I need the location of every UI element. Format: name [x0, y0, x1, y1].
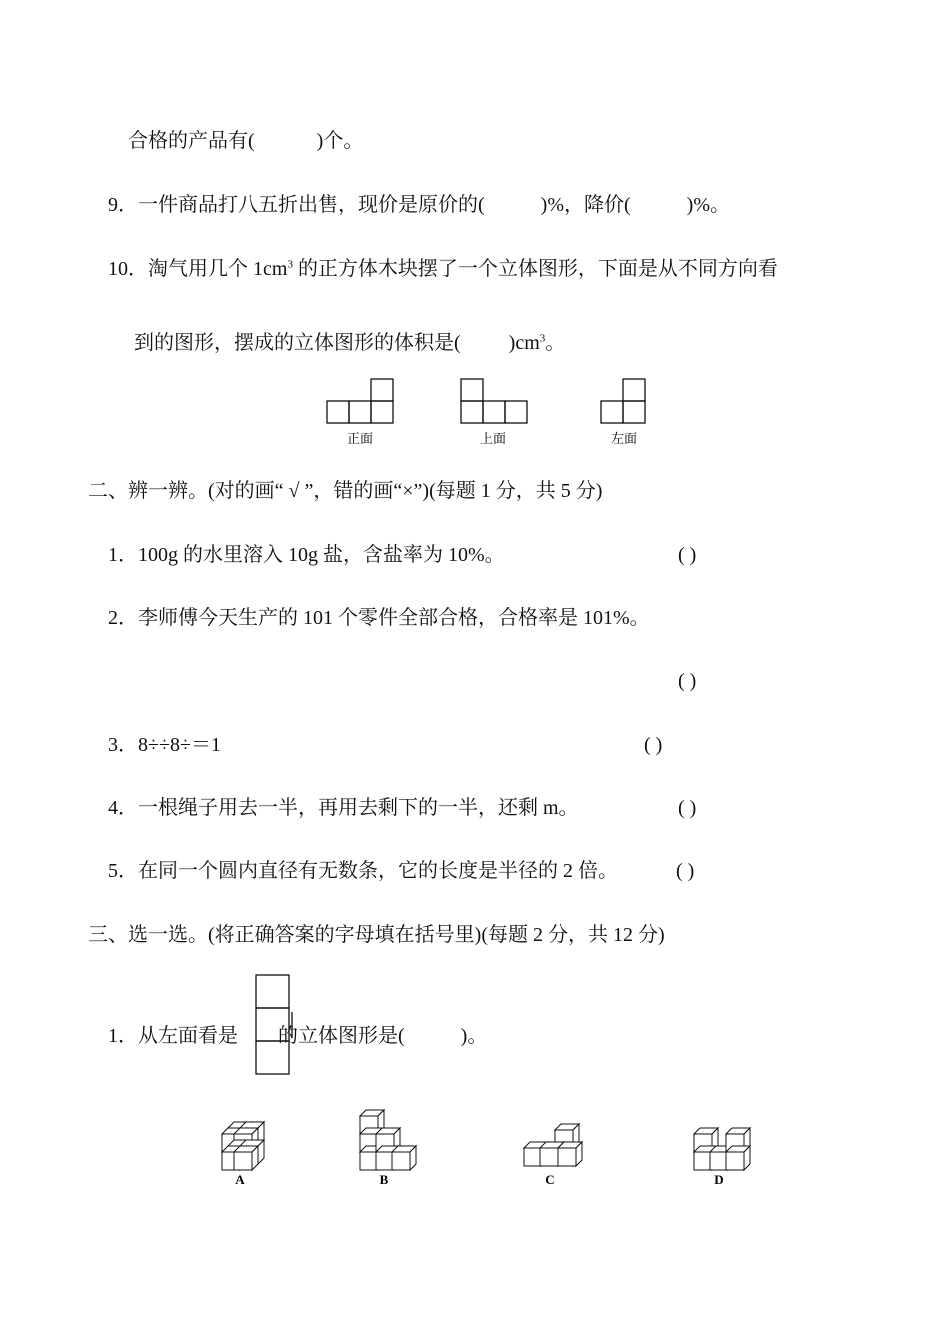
view-label-top: 上面 [479, 432, 507, 447]
question-10-line2: 到的图形，摆成的立体图形的体积是( )$cm^3$。 [134, 332, 566, 354]
question-10-line1: 10．淘气用几个 $1cm^3$ 的正方体木块摆了一个立体图形，下面是从不同方向看 [108, 258, 778, 280]
front-view-cell [349, 401, 371, 423]
view-label-left: 左面 [610, 432, 638, 447]
top-view-cell [461, 401, 483, 423]
section-3-heading: 三、选一选。(将正确答案的字母填在括号里)(每题 2 分，共 12 分) [88, 924, 665, 946]
front-view-cell [371, 401, 393, 423]
answer-paren[interactable]: ( ) [676, 860, 695, 882]
option-b-figure[interactable] [360, 1110, 416, 1170]
left-view-cell [623, 379, 645, 401]
s2-item-4: 4．一根绳子用去一半，再用去剩下的一半，还剩 m。 [108, 797, 579, 819]
front-view-cell [371, 379, 393, 401]
left-view-column-figure [254, 972, 294, 1076]
s3-question-1: 1．从左面看是 的立体图形是( )。 [108, 1025, 488, 1047]
option-a-figure[interactable] [222, 1122, 264, 1170]
s2-item-1: 1．100g 的水里溶入 10g 盐，含盐率为 10%。 [108, 544, 505, 566]
left-view-cell [623, 401, 645, 423]
answer-paren[interactable]: ( ) [678, 670, 697, 692]
s2-item-2: 2．李师傅今天生产的 101 个零件全部合格，合格率是 101%。 [108, 607, 650, 629]
answer-paren[interactable]: ( ) [678, 797, 697, 819]
top-view-cell [483, 401, 505, 423]
left-view-cell [601, 401, 623, 423]
option-c-figure[interactable] [524, 1124, 582, 1166]
option-label-a: A [235, 1172, 245, 1187]
top-view-cell [461, 379, 483, 401]
option-label-d: D [714, 1172, 724, 1187]
three-views-figure [0, 376, 950, 456]
option-d-figure[interactable] [694, 1128, 750, 1170]
answer-paren[interactable]: ( ) [644, 734, 663, 756]
q8-continuation: 合格的产品有( )个。 [128, 130, 364, 152]
options-figure [0, 1100, 950, 1200]
s2-item-3: 3．8÷÷8÷＝1 [108, 734, 221, 756]
s2-item-5: 5．在同一个圆内直径有无数条，它的长度是半径的 2 倍。 [108, 860, 618, 882]
view-label-front: 正面 [346, 432, 374, 447]
top-view-cell [505, 401, 527, 423]
option-label-b: B [379, 1172, 389, 1187]
section-2-heading: 二、辨一辨。(对的画“ √ ”，错的画“×”)(每题 1 分，共 5 分) [88, 480, 603, 502]
option-label-c: C [545, 1172, 555, 1187]
question-9: 9．一件商品打八五折出售，现价是原价的( )%，降价( )%。 [108, 194, 730, 216]
front-view-cell [327, 401, 349, 423]
answer-paren[interactable]: ( ) [678, 544, 697, 566]
